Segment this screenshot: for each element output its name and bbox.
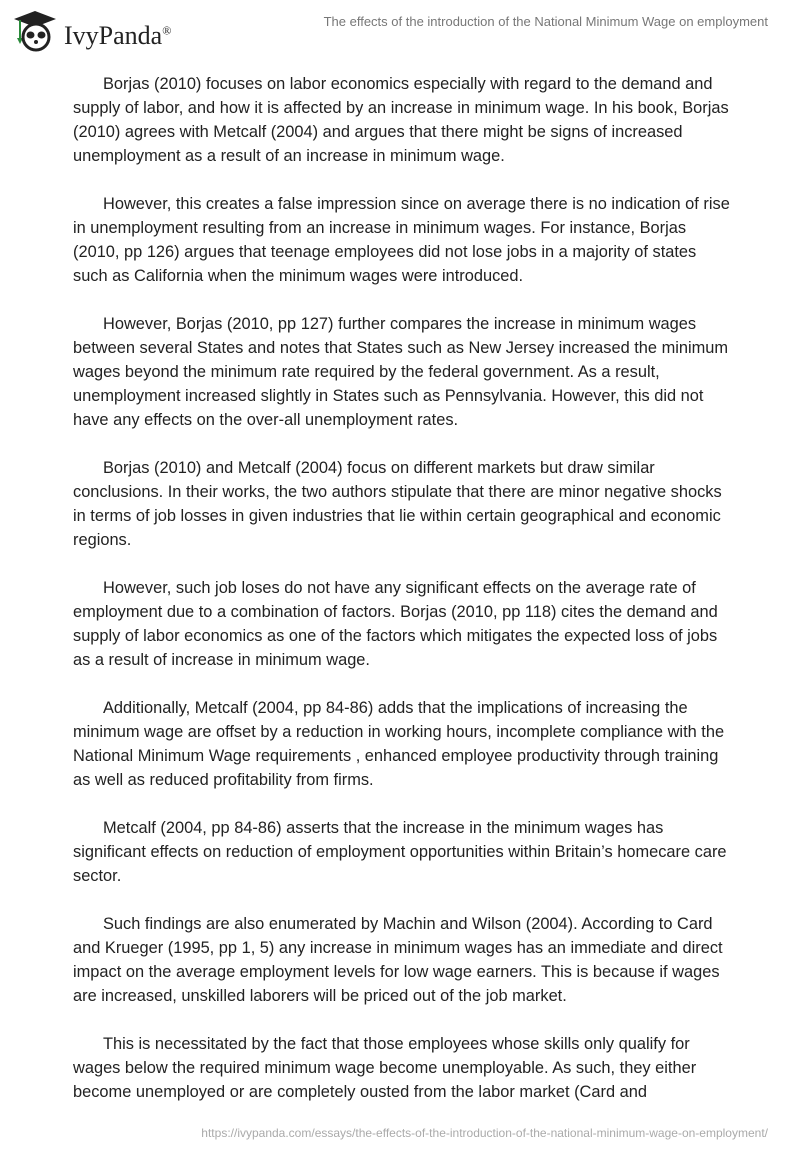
paragraph: Such findings are also enumerated by Machin and Wilson (2004). According to Card and Krueger (1995, pp 1, 5) any increase in minimum wages has an immediate and direct impact on the average employment levels for low wage earners. This is because if wages are increased, unskilled laborers will be priced out of the job market. — [73, 915, 723, 1005]
paragraph: Additionally, Metcalf (2004, pp 84-86) adds that the implications of increasing the minimum wage are offset by a reduction in working hours, incomplete compliance with the National Minimum Wage requirements , enhanced employee productivity through training as well as reduced profitability from firms. — [73, 699, 725, 789]
paragraph: However, such job loses do not have any significant effects on the average rate of employment due to a combination of factors. Borjas (2010, pp 118) cites the demand and supply of labor economics as one of the factors which mitigates the expected loss of jobs as a result of increase in minimum wage. — [73, 579, 718, 669]
document-title: The effects of the introduction of the National Minimum Wage on employment — [323, 14, 768, 29]
paragraph: Borjas (2010) and Metcalf (2004) focus on different markets but draw similar conclusions. In their works, the two authors stipulate that there are minor negative shocks in terms of job losses in given industries that lie within certain geographical and economic regions. — [73, 459, 722, 549]
paragraph: Borjas (2010) focuses on labor economics especially with regard to the demand and supply of labor, and how it is affected by an increase in minimum wage. In his book, Borjas (2010) agrees with Metcalf (2004) and argues that there might be signs of increased unemployment as a result of an increase in minimum wage. — [73, 75, 729, 165]
registered-mark: ® — [162, 23, 172, 38]
essay-body — [73, 72, 733, 1128]
source-url[interactable]: https://ivypanda.com/essays/the-effects-of-the-introduction-of-the-national-minimum-wage-on-employment/ — [201, 1126, 768, 1140]
brand-text: IvyPanda — [64, 21, 163, 50]
paragraph: Metcalf (2004, pp 84-86) asserts that the increase in the minimum wages has significant effects on reduction of employment opportunities within Britain’s homecare care sector. — [73, 819, 727, 885]
paragraph: However, Borjas (2010, pp 127) further compares the increase in minimum wages between several States and notes that States such as New Jersey increased the minimum wages beyond the minimum rate required by the federal government. As a result, unemployment increased slightly in States such as Pennsylvania. However, this did not have any effects on the over-all unemployment rates. — [73, 315, 729, 429]
ivypanda-logo[interactable] — [12, 8, 171, 54]
paragraph: However, this creates a false impression since on average there is no indication of rise in unemployment resulting from an increase in minimum wages. For instance, Borjas (2010, pp 126) argues that teenage employees did not lose jobs in a majority of states such as California when the minimum wages were introduced. — [73, 195, 730, 285]
panda-graduate-icon — [12, 8, 58, 54]
brand-name — [64, 21, 171, 51]
paragraph: This is necessitated by the fact that those employees whose skills only qualify for wages below the required minimum wage become unemployable. As such, they either become unemployed or are completely ousted from the labor market (Card and — [73, 1035, 697, 1101]
